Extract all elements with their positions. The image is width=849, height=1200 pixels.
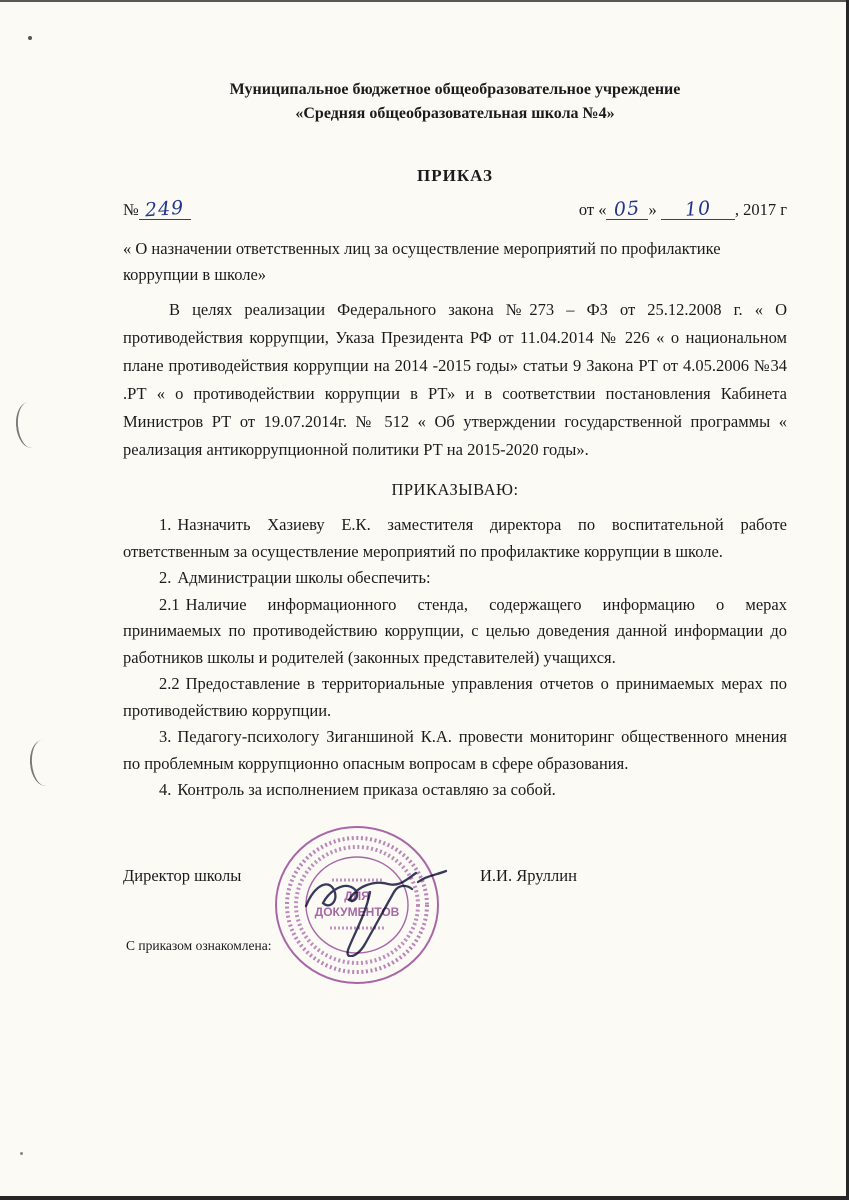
signature-graphic (298, 842, 468, 957)
order-preamble: В целях реализации Федерального закона №273 – ФЗ от 25.12.2008 г. « О противодействия коррупции, Указа Президента РФ от 11.04.2014 № 226 « о национальном плане противодействия коррупции на 2014 -2015 годы» статьи 9 Закона РТ от 4.05.2006 №34 .РТ « о противодействии коррупции в РТ» и в соответствии постановления Кабинета Министров РТ от 19.07.2014г. № 512 « Об утверждении государственной программы « реализация антикоррупционной политики РТ на 2015-2020 годы». (123, 300, 787, 459)
order-number-label: № (123, 200, 139, 219)
signature-row (123, 866, 787, 886)
number-date-row (123, 196, 787, 222)
date-month-blank (661, 197, 735, 221)
organization-header (123, 78, 787, 126)
item-text: Педагогу-психологу Зиганшиной К.А. провести мониторинг общественного мнения по проблемным коррупционно опасным вопросам в сфере образования. (123, 727, 787, 773)
acknowledgement-line: С приказом ознакомлена: (126, 938, 272, 953)
date-separator: , (734, 200, 739, 219)
scan-mark-arc (14, 401, 46, 449)
date-prefix: от « (578, 200, 607, 219)
date-day-value: 05 (613, 197, 642, 221)
scan-speck (20, 1152, 23, 1155)
date-month-value: 10 (683, 197, 712, 221)
handwritten-signature (298, 842, 468, 962)
item-text: Назначить Хазиеву Е.К. заместителя директора по воспитательной работе ответственным за осуществление мероприятий по профилактике коррупции в школе. (123, 515, 787, 561)
item-number: 1. (159, 515, 172, 534)
signatory-role: Директор школы (123, 866, 242, 885)
item-number: 2.2 (159, 674, 180, 693)
document-title: ПРИКАЗ (417, 166, 493, 185)
date-year: 2017 г (743, 200, 787, 219)
item-text: Администрации школы обеспечить: (177, 568, 431, 587)
order-item-1 (123, 512, 787, 565)
order-date (578, 197, 787, 221)
order-item-2-2 (123, 671, 787, 724)
item-number: 2. (159, 568, 172, 587)
item-number: 3. (159, 727, 172, 746)
order-item-3 (123, 724, 787, 777)
scan-edge-bottom (0, 1196, 849, 1200)
scan-speck (28, 36, 32, 40)
scan-mark-arc (28, 739, 60, 787)
date-day-blank (606, 197, 648, 221)
item-number: 2.1 (159, 594, 180, 614)
item-text: Предоставление в территориальные управления отчетов о принимаемых мерах по противодействию коррупции. (123, 674, 787, 720)
item-number: 4. (159, 780, 172, 799)
order-number-value: 249 (144, 196, 186, 222)
org-line-2: «Средняя общеобразовательная школа №4» (295, 105, 615, 122)
order-item-4 (123, 777, 787, 804)
order-number (123, 196, 191, 222)
document-body (123, 0, 787, 804)
order-number-blank (139, 196, 191, 222)
stamp-text-line2: ДОКУМЕНТОВ (314, 905, 400, 919)
stamp-text-line1: ДЛЯ (344, 889, 370, 903)
order-item-2-1 (123, 592, 787, 672)
org-line-1: Муниципальное бюджетное общеобразовательное учреждение (229, 81, 681, 98)
resolution-heading: ПРИКАЗЫВАЮ: (391, 480, 519, 499)
signatory-name: И.И. Яруллин (480, 866, 577, 885)
order-subject: « О назначении ответственных лиц за осуществление мероприятий по профилактике коррупции в школе» (123, 239, 721, 284)
order-item-2 (123, 565, 787, 592)
item-text: Наличие информационного стенда, содержащего информацию о мерах принимаемых по противодействию коррупции, с целью доведения данной информации до работников школы и родителей (законных представителей) учащихся. (123, 594, 787, 667)
date-close-quote: » (648, 200, 657, 219)
order-items (123, 512, 787, 804)
item-text: Контроль за исполнением приказа оставляю за собой. (177, 780, 556, 799)
